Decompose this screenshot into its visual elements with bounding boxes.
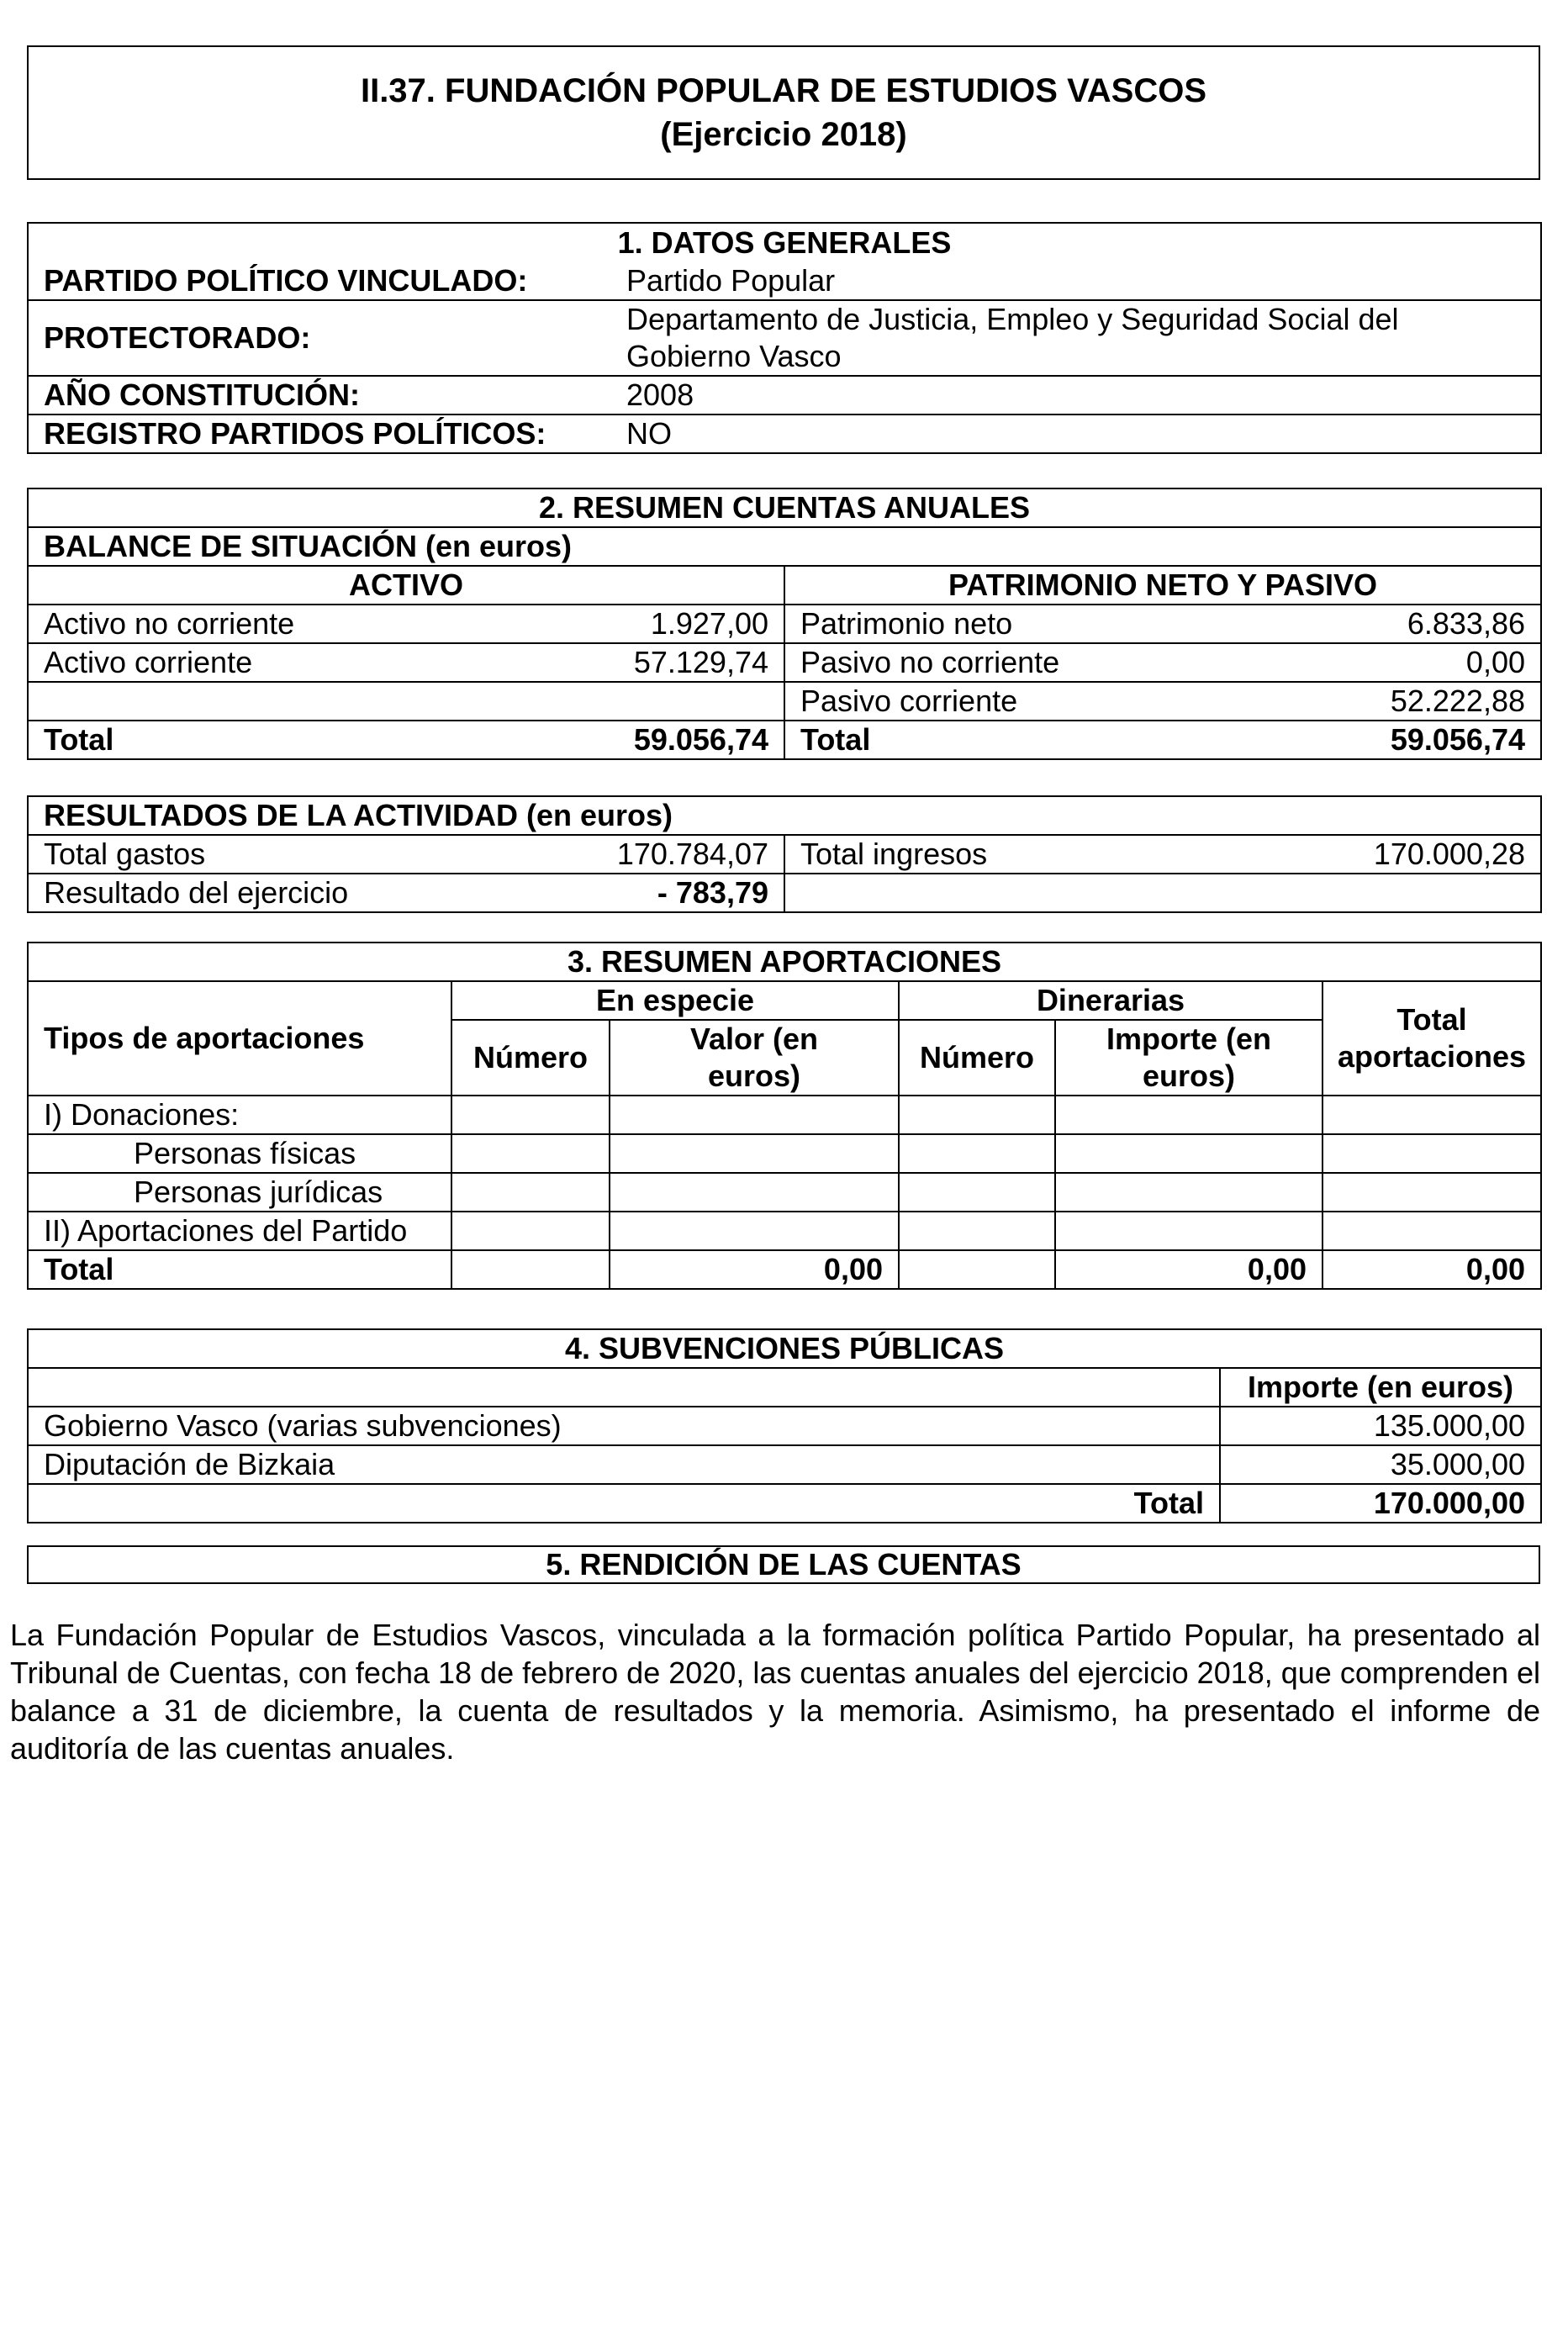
activo-label: Activo no corriente	[28, 605, 532, 643]
title-line-1: II.37. FUNDACIÓN POPULAR DE ESTUDIOS VASCOS	[360, 72, 1207, 109]
gastos-label: Total gastos	[28, 835, 532, 874]
subvencion-label: Diputación de Bizkaia	[28, 1445, 1220, 1484]
aportaciones-title: 3. RESUMEN APORTACIONES	[28, 943, 1541, 981]
aportaciones-table	[27, 942, 1542, 1290]
empty-cell	[1323, 1212, 1541, 1250]
resultado-value: - 783,79	[532, 874, 784, 912]
aportacion-label: Personas físicas	[28, 1134, 451, 1173]
table-row	[28, 1173, 1541, 1212]
tipos-header: Tipos de aportaciones	[28, 981, 451, 1096]
subvencion-value: 135.000,00	[1220, 1407, 1541, 1445]
activo-total-value: 59.056,74	[532, 721, 784, 759]
empty-cell	[899, 1212, 1055, 1250]
dinerarias-header: Dinerarias	[899, 981, 1323, 1020]
pasivo-total-label: Total	[784, 721, 1289, 759]
table-row	[28, 643, 1541, 682]
activo-value: 57.129,74	[532, 643, 784, 682]
numero-header: Número	[451, 1020, 610, 1096]
empty-cell	[1323, 1096, 1541, 1134]
aportaciones-total-row	[28, 1250, 1541, 1289]
table-row	[28, 1445, 1541, 1484]
datos-value: Departamento de Justicia, Empleo y Seguridad Social del Gobierno Vasco	[626, 300, 1541, 376]
total-valor: 0,00	[610, 1250, 899, 1289]
datos-value: NO	[626, 415, 1541, 453]
importe-header: Importe (en euros)	[1220, 1368, 1541, 1407]
empty-cell	[899, 1134, 1055, 1173]
resumen-title: 2. RESUMEN CUENTAS ANUALES	[28, 488, 1541, 527]
table-row	[28, 874, 1541, 912]
gastos-value: 170.784,07	[532, 835, 784, 874]
table-row	[28, 835, 1541, 874]
empty-cell	[610, 1212, 899, 1250]
aportacion-label: Personas jurídicas	[28, 1173, 451, 1212]
datos-title: 1. DATOS GENERALES	[28, 223, 1541, 261]
rendicion-title: 5. RENDICIÓN DE LAS CUENTAS	[27, 1545, 1540, 1584]
subvencion-label: Gobierno Vasco (varias subvenciones)	[28, 1407, 1220, 1445]
empty-cell	[610, 1096, 899, 1134]
document-title	[27, 45, 1540, 180]
empty-cell	[451, 1096, 610, 1134]
empty-cell	[451, 1134, 610, 1173]
subvenciones-total-label: Total	[28, 1484, 1220, 1523]
empty-cell	[1323, 1134, 1541, 1173]
activo-total-label: Total	[28, 721, 532, 759]
activo-value: 1.927,00	[532, 605, 784, 643]
subvenciones-title: 4. SUBVENCIONES PÚBLICAS	[28, 1329, 1541, 1368]
total-total: 0,00	[1323, 1250, 1541, 1289]
pasivo-label: Pasivo no corriente	[784, 643, 1289, 682]
aportacion-label: I) Donaciones:	[28, 1096, 451, 1134]
datos-generales-table	[27, 222, 1542, 454]
empty-cell	[899, 1250, 1055, 1289]
aportacion-label: II) Aportaciones del Partido	[28, 1212, 451, 1250]
empty-cell	[1055, 1134, 1323, 1173]
ingresos-value: 170.000,28	[1289, 835, 1541, 874]
datos-value: Partido Popular	[626, 261, 1541, 300]
valor-header: Valor (en euros)	[610, 1020, 899, 1096]
rendicion-paragraph: La Fundación Popular de Estudios Vascos, vinculada a la formación política Partido Popular, ha presentado al Tribunal de Cuentas, con fecha 18 de febrero de 2020, las cuentas anuales del ejercicio 2018, que comprenden el balance a 31 de diciembre, la cuenta de resultados y la memoria. Asimismo, ha presentado el informe de auditoría de las cuentas anuales.	[10, 1618, 1540, 1766]
importe-header: Importe (en euros)	[1055, 1020, 1323, 1096]
ingresos-label: Total ingresos	[784, 835, 1289, 874]
empty-cell	[28, 1368, 1220, 1407]
empty-cell	[610, 1134, 899, 1173]
subvencion-value: 35.000,00	[1220, 1445, 1541, 1484]
empty-cell	[1055, 1173, 1323, 1212]
resultados-table	[27, 795, 1542, 913]
balance-title: BALANCE DE SITUACIÓN (en euros)	[28, 527, 1541, 566]
datos-label: PROTECTORADO:	[28, 300, 626, 376]
empty-cell	[784, 874, 1541, 912]
empty-cell	[451, 1250, 610, 1289]
pasivo-value: 6.833,86	[1289, 605, 1541, 643]
resultados-title: RESULTADOS DE LA ACTIVIDAD (en euros)	[28, 796, 1541, 835]
balance-total-row	[28, 721, 1541, 759]
resultado-label: Resultado del ejercicio	[28, 874, 532, 912]
empty-cell	[451, 1173, 610, 1212]
pasivo-label: Patrimonio neto	[784, 605, 1289, 643]
numero-header: Número	[899, 1020, 1055, 1096]
total-aportaciones-header: Total aportaciones	[1323, 981, 1541, 1096]
table-row	[28, 1212, 1541, 1250]
empty-cell	[610, 1173, 899, 1212]
empty-cell	[451, 1212, 610, 1250]
pasivo-total-value: 59.056,74	[1289, 721, 1541, 759]
pasivo-header: PATRIMONIO NETO Y PASIVO	[784, 566, 1541, 605]
table-row	[28, 605, 1541, 643]
datos-label: AÑO CONSTITUCIÓN:	[28, 376, 626, 415]
title-line-2: (Ejercicio 2018)	[660, 116, 907, 153]
empty-cell	[899, 1096, 1055, 1134]
empty-cell	[1055, 1096, 1323, 1134]
activo-label	[28, 682, 532, 721]
empty-cell	[1055, 1212, 1323, 1250]
datos-label: REGISTRO PARTIDOS POLÍTICOS:	[28, 415, 626, 453]
balance-table	[27, 488, 1542, 760]
activo-value	[532, 682, 784, 721]
activo-header: ACTIVO	[28, 566, 784, 605]
pasivo-value: 52.222,88	[1289, 682, 1541, 721]
especie-header: En especie	[451, 981, 899, 1020]
pasivo-value: 0,00	[1289, 643, 1541, 682]
table-row	[28, 1134, 1541, 1173]
aportaciones-total-label: Total	[28, 1250, 451, 1289]
subvenciones-table	[27, 1328, 1542, 1523]
empty-cell	[1323, 1173, 1541, 1212]
table-row	[28, 682, 1541, 721]
subvenciones-total-row	[28, 1484, 1541, 1523]
table-row	[28, 1407, 1541, 1445]
activo-label: Activo corriente	[28, 643, 532, 682]
pasivo-label: Pasivo corriente	[784, 682, 1289, 721]
table-row	[28, 1096, 1541, 1134]
total-importe: 0,00	[1055, 1250, 1323, 1289]
subvenciones-total-value: 170.000,00	[1220, 1484, 1541, 1523]
datos-label: PARTIDO POLÍTICO VINCULADO:	[28, 261, 626, 300]
datos-value: 2008	[626, 376, 1541, 415]
empty-cell	[899, 1173, 1055, 1212]
